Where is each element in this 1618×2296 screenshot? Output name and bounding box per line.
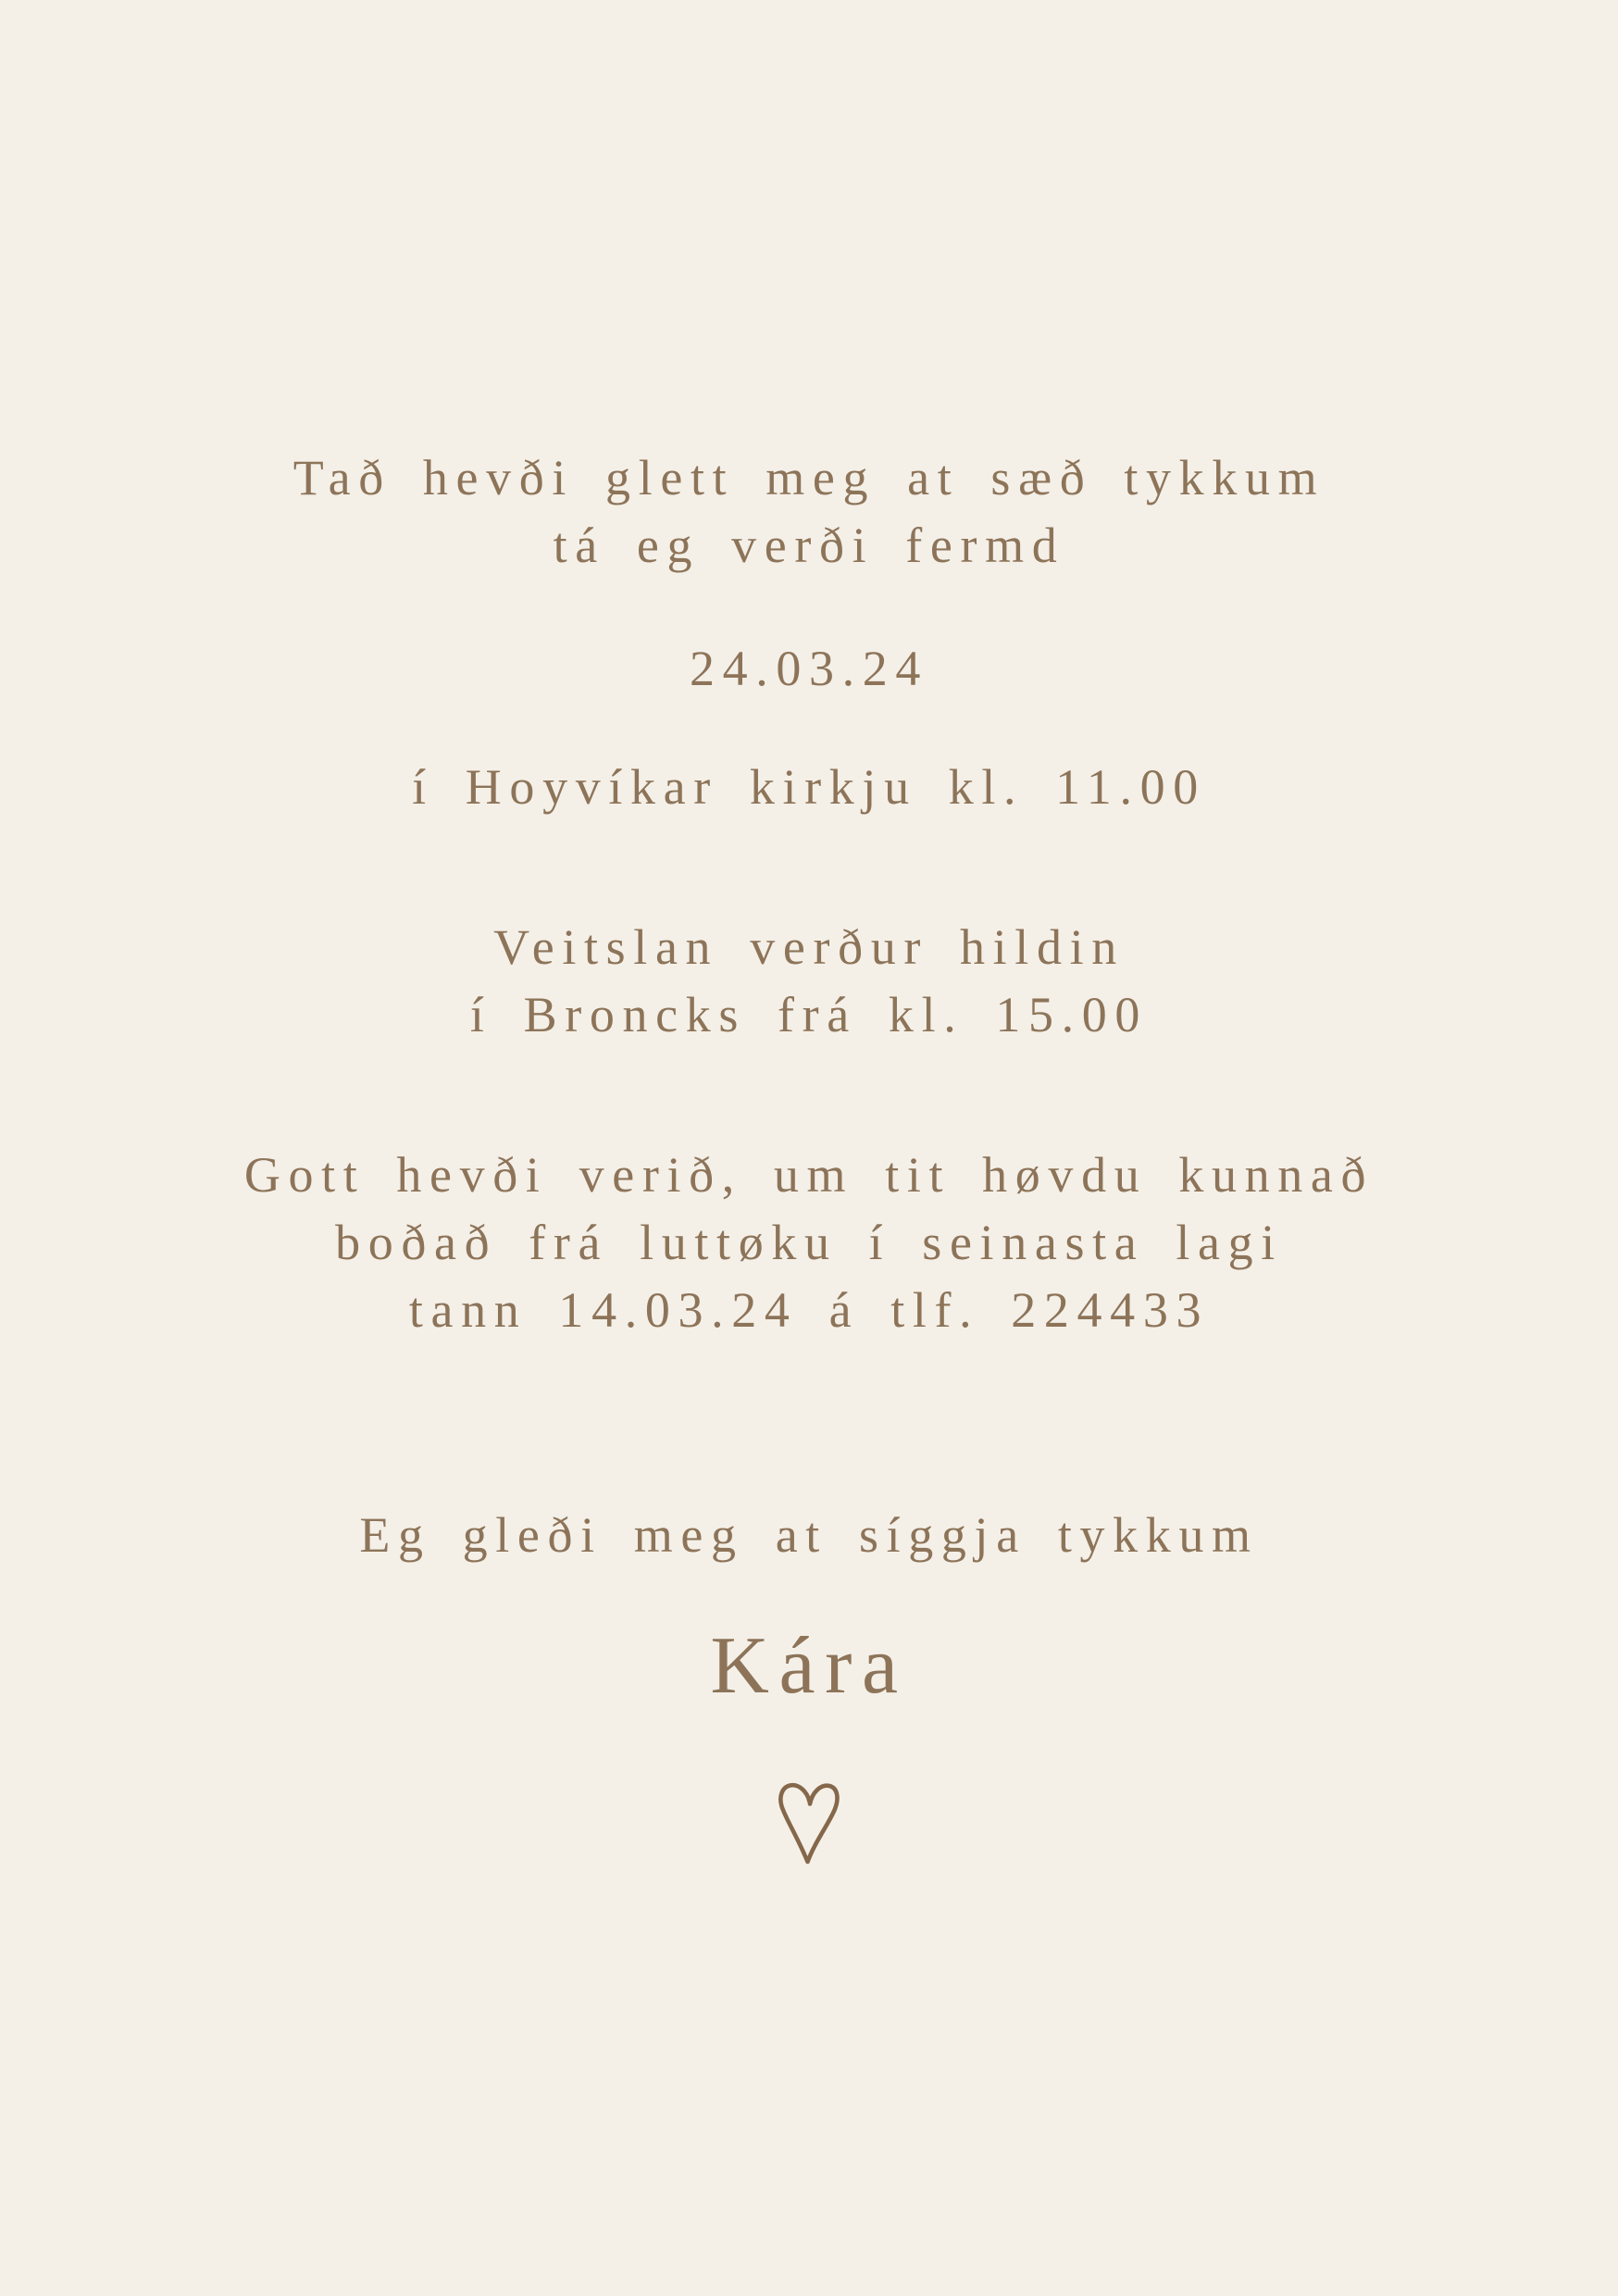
- reception-line-2: í Broncks frá kl. 15.00: [469, 987, 1149, 1042]
- church-location: í Hoyvíkar kirkju kl. 11.00: [412, 759, 1206, 815]
- rsvp-paragraph: [244, 1142, 1374, 1344]
- rsvp-line-2: boðað frá luttøku í seinasta lagi: [335, 1215, 1283, 1270]
- signature-name: Kára: [710, 1621, 908, 1711]
- reception-line-1: Veitslan verður hildin: [493, 919, 1125, 975]
- reception-paragraph: [470, 914, 1148, 1049]
- rsvp-line-1: Gott hevði verið, um tit høvdu kunnað: [243, 1147, 1375, 1203]
- intro-line-1: Tað hevði glett meg at sæð tykkum: [292, 450, 1326, 505]
- ceremony-date: 24.03.24: [689, 641, 929, 696]
- intro-line-2: tá eg verði fermd: [553, 518, 1065, 573]
- closing-line: Eg gleði meg at síggja tykkum: [359, 1507, 1259, 1563]
- intro-paragraph: [293, 444, 1326, 580]
- heart-outline-icon: [777, 1780, 841, 1867]
- rsvp-line-3: tann 14.03.24 á tlf. 224433: [408, 1282, 1210, 1338]
